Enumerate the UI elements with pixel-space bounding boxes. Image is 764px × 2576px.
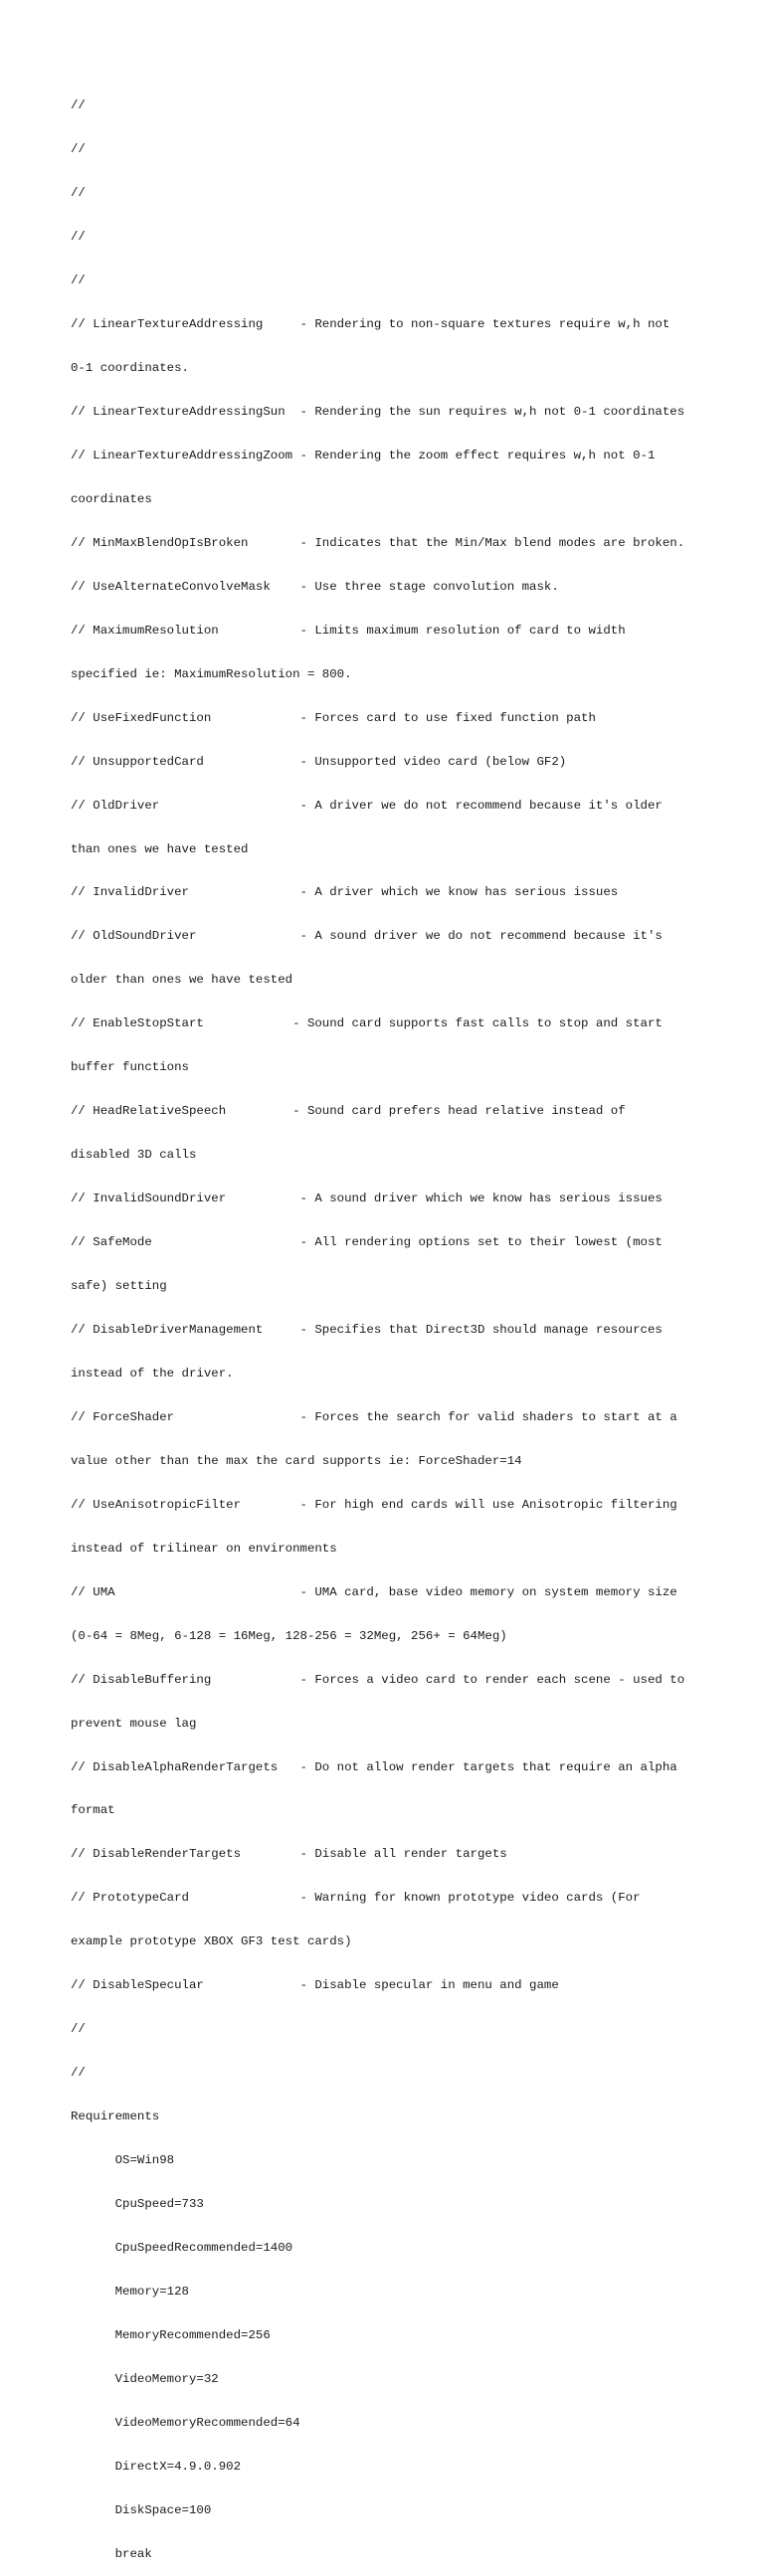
flag-disable-render-targets: // DisableRenderTargets - Disable all render targets — [71, 1847, 507, 1862]
flag-invalid-driver: // InvalidDriver - A driver which we know has serious issues — [71, 885, 619, 900]
comment-line: // — [71, 142, 86, 157]
flag-min-max-blend-op-is-broken: // MinMaxBlendOpIsBroken - Indicates that the Min/Max blend modes are broken. — [71, 535, 685, 550]
requirement-memory: Memory=128 — [71, 2284, 189, 2299]
flag-description-continuation: (0-64 = 8Meg, 6-128 = 16Meg, 128-256 = 32Meg, 256+ = 64Meg) — [71, 1628, 507, 1643]
requirement-os: OS=Win98 — [71, 2153, 175, 2168]
flag-enable-stop-start: // EnableStopStart - Sound card supports fast calls to stop and start — [71, 1016, 663, 1031]
flag-linear-texture-addressing-zoom: // LinearTextureAddressingZoom - Rendering the zoom effect requires w,h not 0-1 — [71, 448, 656, 462]
requirements-heading: Requirements — [71, 2110, 160, 2124]
flag-description-continuation: than ones we have tested — [71, 841, 249, 856]
flag-force-shader: // ForceShader - Forces the search for valid shaders to start at a — [71, 1409, 677, 1424]
flag-disable-buffering: // DisableBuffering - Forces a video card to render each scene - used to — [71, 1672, 685, 1687]
flag-description-continuation: prevent mouse lag — [71, 1716, 197, 1731]
comment-line: // — [71, 274, 86, 288]
flag-use-anisotropic-filter: // UseAnisotropicFilter - For high end cards will use Anisotropic filtering — [71, 1497, 677, 1512]
flag-description-continuation: value other than the max the card supports ie: ForceShader=14 — [71, 1453, 522, 1468]
requirements-break: break — [71, 2546, 152, 2561]
flag-prototype-card: // PrototypeCard - Warning for known prototype video cards (For — [71, 1891, 641, 1906]
flag-description-continuation: format — [71, 1803, 115, 1818]
flag-disable-driver-management: // DisableDriverManagement - Specifies that Direct3D should manage resources — [71, 1323, 663, 1337]
flag-maximum-resolution: // MaximumResolution - Limits maximum resolution of card to width — [71, 623, 626, 638]
comment-line: // — [71, 230, 86, 245]
flag-description-continuation: older than ones we have tested — [71, 973, 293, 988]
requirement-directx: DirectX=4.9.0.902 — [71, 2459, 242, 2474]
flag-description-continuation: safe) setting — [71, 1279, 167, 1294]
flag-description-continuation: coordinates — [71, 491, 152, 506]
requirement-memory-recommended: MemoryRecommended=256 — [71, 2327, 271, 2342]
flag-linear-texture-addressing: // LinearTextureAddressing - Rendering to non-square textures require w,h not — [71, 317, 670, 332]
requirement-video-memory: VideoMemory=32 — [71, 2371, 219, 2386]
requirement-disk-space: DiskSpace=100 — [71, 2502, 212, 2517]
flag-old-driver: // OldDriver - A driver we do not recommend because it's older — [71, 798, 663, 813]
flag-disable-alpha-render-targets: // DisableAlphaRenderTargets - Do not allow render targets that require an alpha — [71, 1759, 677, 1774]
flag-use-alternate-convolve-mask: // UseAlternateConvolveMask - Use three stage convolution mask. — [71, 579, 559, 594]
requirement-video-memory-recommended: VideoMemoryRecommended=64 — [71, 2415, 300, 2430]
flag-description-continuation: instead of trilinear on environments — [71, 1541, 337, 1556]
requirement-cpu-speed-recommended: CpuSpeedRecommended=1400 — [71, 2241, 293, 2256]
flag-uma: // UMA - UMA card, base video memory on system memory size — [71, 1584, 677, 1599]
comment-line: // — [71, 98, 86, 113]
flag-linear-texture-addressing-sun: // LinearTextureAddressingSun - Rendering the sun requires w,h not 0-1 coordinates — [71, 404, 685, 419]
flag-description-continuation: buffer functions — [71, 1060, 189, 1075]
flag-description-continuation: specified ie: MaximumResolution = 800. — [71, 666, 352, 681]
flag-safe-mode: // SafeMode - All rendering options set to their lowest (most — [71, 1235, 663, 1250]
document-body — [71, 70, 707, 2576]
flag-description-continuation: disabled 3D calls — [71, 1148, 197, 1163]
flag-use-fixed-function: // UseFixedFunction - Forces card to use fixed function path — [71, 710, 596, 725]
flag-invalid-sound-driver: // InvalidSoundDriver - A sound driver which we know has serious issues — [71, 1192, 663, 1206]
comment-line: // — [71, 2022, 86, 2037]
comment-line: // — [71, 186, 86, 201]
flag-disable-specular: // DisableSpecular - Disable specular in menu and game — [71, 1978, 559, 1993]
flag-description-continuation: instead of the driver. — [71, 1366, 234, 1380]
flag-head-relative-speech: // HeadRelativeSpeech - Sound card prefers head relative instead of — [71, 1104, 626, 1119]
requirement-cpu-speed: CpuSpeed=733 — [71, 2197, 204, 2212]
flag-old-sound-driver: // OldSoundDriver - A sound driver we do not recommend because it's — [71, 929, 663, 944]
flag-description-continuation: example prototype XBOX GF3 test cards) — [71, 1934, 352, 1949]
comment-line: // — [71, 2066, 86, 2081]
flag-description-continuation: 0-1 coordinates. — [71, 361, 189, 376]
flag-unsupported-card: // UnsupportedCard - Unsupported video card (below GF2) — [71, 754, 567, 769]
